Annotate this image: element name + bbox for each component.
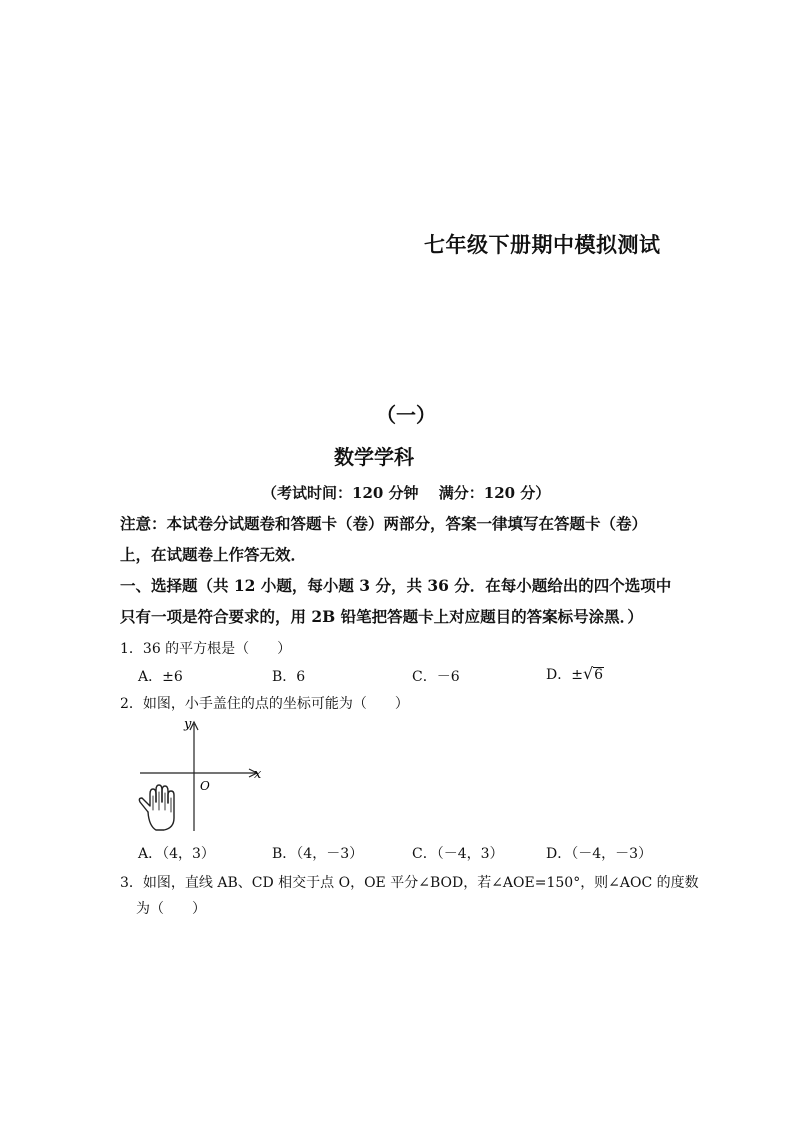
- question-2-option-a: A．（4，3）: [138, 846, 215, 862]
- notice-line-1: 注意：本试卷分试题卷和答题卡（卷）两部分，答案一律填写在答题卡（卷）: [120, 514, 648, 533]
- document-title: 七年级下册期中模拟测试: [424, 232, 661, 257]
- question-1-option-d-radicand: 6: [594, 667, 604, 683]
- coordinate-figure: [134, 714, 274, 836]
- x-axis-label: x: [254, 767, 262, 782]
- question-3-stem-line-2: 为（ ）: [136, 901, 206, 917]
- question-2-option-b: B．（4，－3）: [272, 846, 364, 862]
- notice-line-2: 上，在试题卷上作答无效．: [120, 545, 307, 564]
- exam-info: （考试时间：120 分钟 满分：120 分）: [262, 484, 551, 502]
- question-3-stem-line-1: 3．如图，直线 AB、CD 相交于点 O，OE 平分∠BOD，若∠AOE=150°，则∠AOC 的度数: [120, 875, 699, 891]
- question-1-option-a: A．±6: [138, 669, 183, 685]
- question-1-option-d-prefix: D．±: [546, 667, 583, 683]
- radical-sign-icon: √: [582, 664, 594, 683]
- part-number: （一）: [376, 403, 436, 427]
- question-1-option-c: C．－6: [412, 669, 460, 685]
- question-1-stem: 1．36 的平方根是（ ）: [120, 641, 292, 657]
- question-2-option-d: D．（－4，－3）: [546, 846, 653, 862]
- y-axis-label: y: [184, 717, 192, 732]
- question-1-option-d: [546, 664, 604, 684]
- section-header-line-1: 一、选择题（共 12 小题，每小题 3 分，共 36 分．在每小题给出的四个选项中: [120, 576, 672, 595]
- question-1-option-b: B．6: [272, 669, 306, 685]
- section-header-line-2: 只有一项是符合要求的，用 2B 铅笔把答题卡上对应题目的答案标号涂黑．）: [120, 607, 643, 626]
- question-2-stem: 2．如图，小手盖住的点的坐标可能为（ ）: [120, 696, 409, 712]
- question-2-option-c: C．（－4，3）: [412, 846, 504, 862]
- hand-icon: [139, 785, 174, 830]
- subject-heading: 数学学科: [334, 445, 414, 469]
- origin-label: O: [200, 779, 210, 793]
